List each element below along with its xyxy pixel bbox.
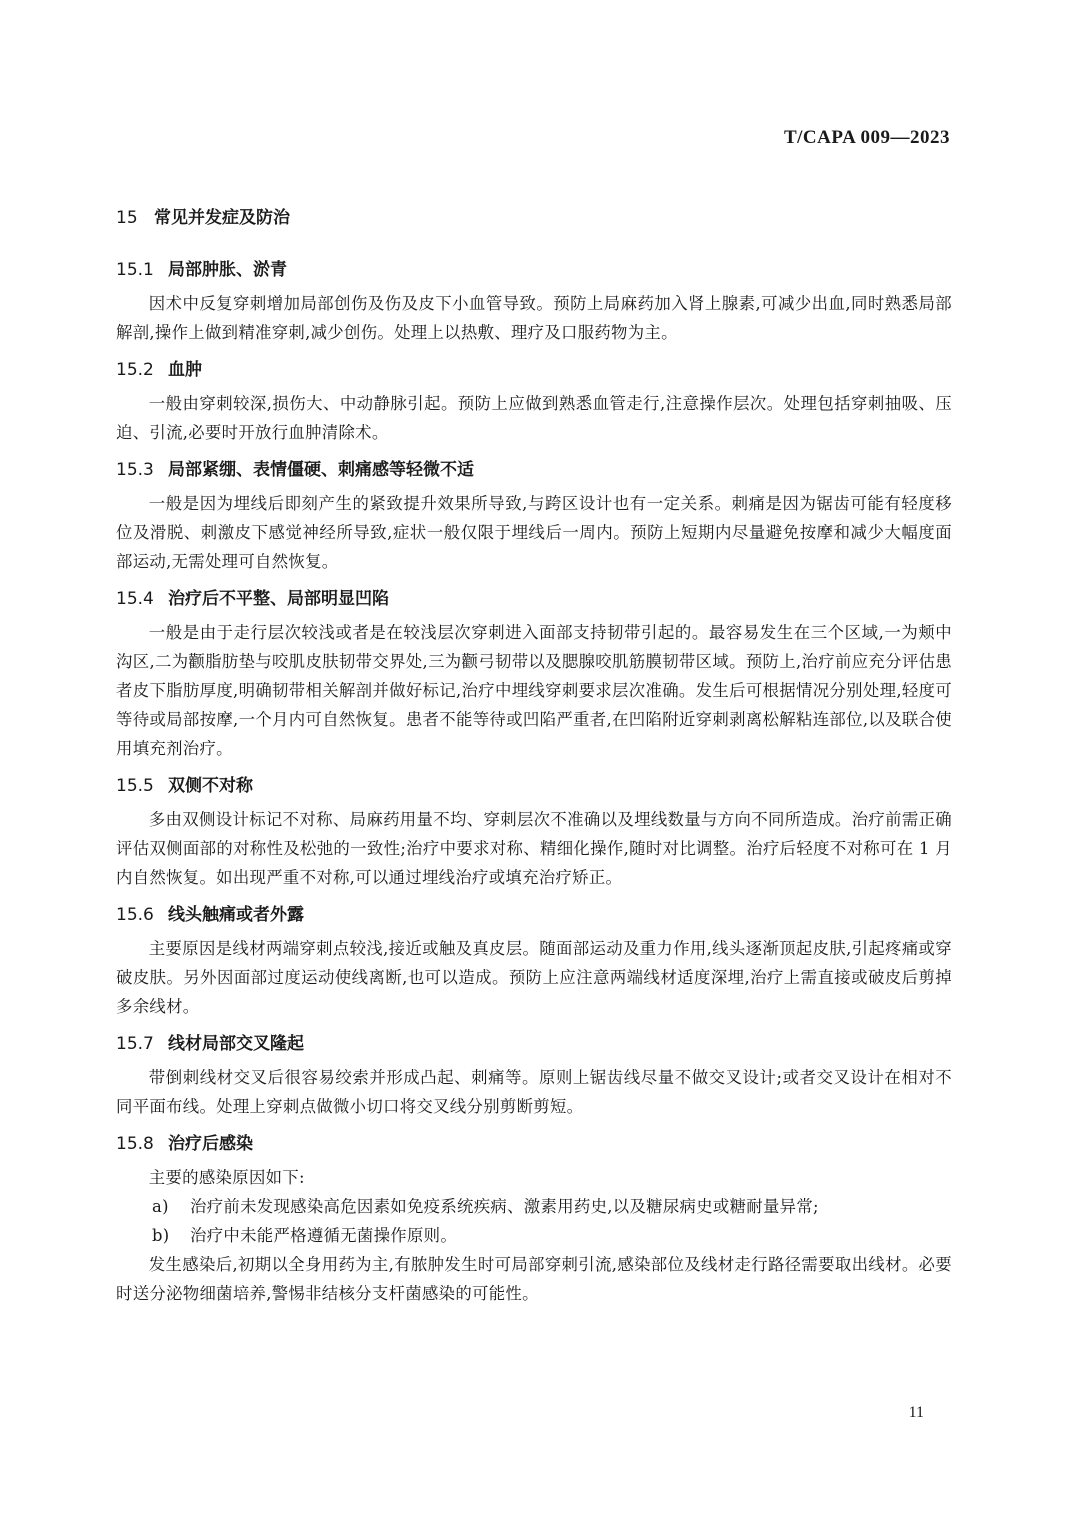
section-paragraph: 因术中反复穿刺增加局部创伤及伤及皮下小血管导致。预防上局麻药加入肾上腺素,可减少出血,同时熟悉局部解剖,操作上做到精准穿刺,减少创伤。处理上以热敷、理疗及口服药物为主。 — [116, 294, 952, 342]
chapter-number: 15 — [116, 208, 138, 228]
section-heading — [116, 355, 952, 385]
closing-paragraph: 发生感染后,初期以全身用药为主,有脓肿发生时可局部穿刺引流,感染部位及线材走行路径需要取出线材。必要时送分泌物细菌培养,警惕非结核分支杆菌感染的可能性。 — [116, 1255, 952, 1303]
standard-code: T/CAPA 009—2023 — [783, 127, 950, 148]
sections-container — [116, 255, 952, 1308]
section-number: 15.7 — [116, 1034, 154, 1054]
section-title: 双侧不对称 — [168, 776, 253, 796]
section-heading — [116, 1129, 952, 1159]
section-paragraph: 主要原因是线材两端穿刺点较浅,接近或触及真皮层。随面部运动及重力作用,线头逐渐顶起皮肤,引起疼痛或穿破皮肤。另外因面部过度运动使线离断,也可以造成。预防上应注意两端线材适度深埋,治疗上需直接或破皮后剪掉多余线材。 — [116, 939, 952, 1016]
section-title: 线头触痛或者外露 — [168, 905, 304, 925]
section-number: 15.6 — [116, 905, 154, 925]
section-number: 15.5 — [116, 776, 154, 796]
section-number: 15.3 — [116, 460, 154, 480]
list-intro: 主要的感染原因如下: — [148, 1168, 305, 1187]
chapter-title: 常见并发症及防治 — [154, 208, 290, 228]
section-title: 线材局部交叉隆起 — [168, 1034, 304, 1054]
list-text: 治疗前未发现感染高危因素如免疫系统疾病、激素用药史,以及糖尿病史或糖耐量异常; — [190, 1197, 819, 1216]
section-heading — [116, 584, 952, 614]
document-body — [116, 203, 952, 1314]
section-paragraph: 带倒刺线材交叉后很容易绞索并形成凸起、刺痛等。原则上锯齿线尽量不做交叉设计;或者交叉设计在相对不同平面布线。处理上穿刺点做微小切口将交叉线分别剪断剪短。 — [116, 1068, 952, 1116]
section-title: 局部肿胀、淤青 — [168, 260, 287, 280]
section-number: 15.8 — [116, 1134, 154, 1154]
page-number: 11 — [908, 1404, 924, 1421]
list-marker: b) — [152, 1226, 170, 1245]
list-text: 治疗中未能严格遵循无菌操作原则。 — [190, 1226, 458, 1245]
section-title: 治疗后不平整、局部明显凹陷 — [168, 589, 389, 609]
section-heading — [116, 455, 952, 485]
list-marker: a) — [152, 1197, 169, 1216]
section-number: 15.4 — [116, 589, 154, 609]
list-item — [116, 1192, 952, 1221]
section-heading — [116, 255, 952, 285]
section-heading — [116, 900, 952, 930]
cause-list — [116, 1192, 952, 1250]
section-paragraph: 一般是由于走行层次较浅或者是在较浅层次穿刺进入面部支持韧带引起的。最容易发生在三个区域,一为颊中沟区,二为颧脂肪垫与咬肌皮肤韧带交界处,三为颧弓韧带以及腮腺咬肌筋膜韧带区域。预防上,治疗前应充分评估患者皮下脂肪厚度,明确韧带相关解剖并做好标记,治疗中埋线穿刺要求层次准确。发生后可根据情况分别处理,轻度可等待或局部按摩,一个月内可自然恢复。患者不能等待或凹陷严重者,在凹陷附近穿刺剥离松解粘连部位,以及联合使用填充剂治疗。 — [116, 623, 952, 758]
section-paragraph: 一般由穿刺较深,损伤大、中动静脉引起。预防上应做到熟悉血管走行,注意操作层次。处理包括穿刺抽吸、压迫、引流,必要时开放行血肿清除术。 — [116, 394, 952, 442]
chapter-heading — [116, 203, 952, 233]
section-title: 局部紧绷、表情僵硬、刺痛感等轻微不适 — [168, 460, 474, 480]
section-heading — [116, 771, 952, 801]
section-heading — [116, 1029, 952, 1059]
section-paragraph: 多由双侧设计标记不对称、局麻药用量不均、穿刺层次不准确以及埋线数量与方向不同所造成。治疗前需正确评估双侧面部的对称性及松弛的一致性;治疗中要求对称、精细化操作,随时对比调整。治疗后轻度不对称可在 1 月内自然恢复。如出现严重不对称,可以通过埋线治疗或填充治疗矫正。 — [116, 810, 952, 887]
section-number: 15.1 — [116, 260, 154, 280]
section-paragraph: 一般是因为埋线后即刻产生的紧致提升效果所导致,与跨区设计也有一定关系。刺痛是因为锯齿可能有轻度移位及滑脱、刺激皮下感觉神经所导致,症状一般仅限于埋线后一周内。预防上短期内尽量避免按摩和减少大幅度面部运动,无需处理可自然恢复。 — [116, 494, 952, 571]
section-title: 治疗后感染 — [168, 1134, 253, 1154]
section-title: 血肿 — [168, 360, 202, 380]
section-number: 15.2 — [116, 360, 154, 380]
list-item — [116, 1221, 952, 1250]
